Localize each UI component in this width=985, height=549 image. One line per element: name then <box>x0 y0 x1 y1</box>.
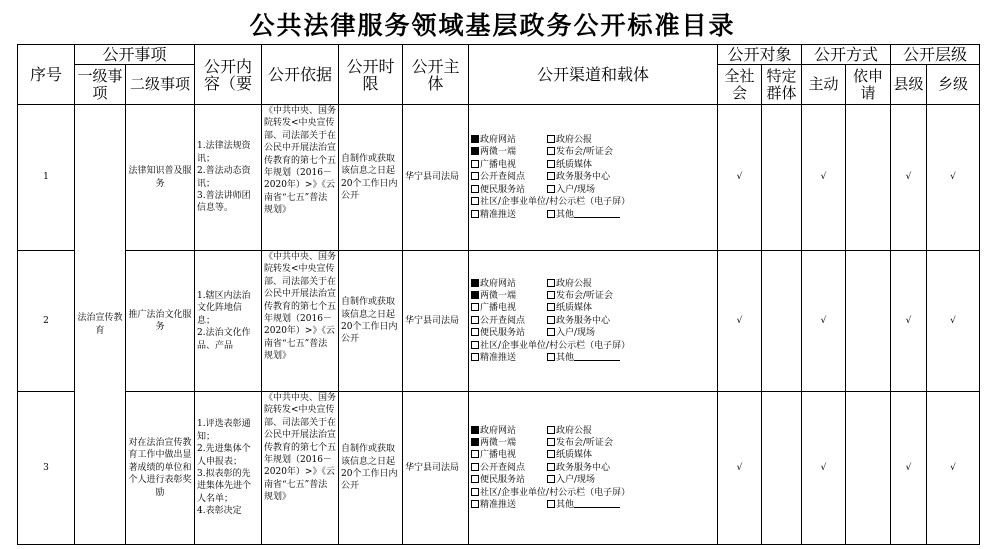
channel-label: 发布会/听证会 <box>556 437 614 448</box>
row-channels <box>469 105 718 251</box>
channel-label: 两微一端 <box>480 290 517 301</box>
channel-option <box>471 340 630 352</box>
checked-box-icon <box>471 279 479 287</box>
channel-option <box>471 302 547 314</box>
channel-label: 其他 <box>556 500 575 511</box>
unchecked-box-icon <box>471 303 479 311</box>
channel-option <box>547 463 610 473</box>
channel-option <box>547 353 620 363</box>
table-row <box>18 105 980 251</box>
unchecked-box-icon <box>547 463 555 471</box>
row-on-request <box>846 105 891 251</box>
row-specific-group <box>762 392 802 545</box>
unchecked-box-icon <box>547 160 555 168</box>
channel-option <box>471 499 547 511</box>
blank-line <box>574 352 620 361</box>
channel-line <box>471 159 715 171</box>
channel-label: 精准推送 <box>480 500 517 511</box>
unchecked-box-icon <box>471 341 479 349</box>
row-township: √ <box>927 105 980 251</box>
unchecked-box-icon <box>547 185 555 193</box>
channel-option <box>471 134 547 146</box>
channel-option <box>547 328 595 338</box>
row-township: √ <box>927 392 980 545</box>
checked-box-icon <box>471 438 479 446</box>
row-active: √ <box>802 392 846 545</box>
channel-label: 政府公报 <box>556 135 593 146</box>
channel-line <box>471 449 715 461</box>
header-basis: 公开依据 <box>262 45 339 105</box>
page-title: 公共法律服务领域基层政务公开标准目录 <box>249 11 736 40</box>
channel-label: 社区/企事业单位/村公示栏（电子屏） <box>480 197 631 208</box>
channel-list <box>471 425 715 512</box>
row-level2: 对在法治宣传教育工作中做出显著成绩的单位和个人进行表彰奖励 <box>126 392 195 545</box>
unchecked-box-icon <box>471 488 479 496</box>
unchecked-box-icon <box>471 500 479 508</box>
header-method: 公开方式 <box>802 45 891 65</box>
channel-option <box>547 500 620 510</box>
channel-label: 其他 <box>556 353 575 364</box>
channel-label: 其他 <box>556 209 575 220</box>
channel-line <box>471 134 715 146</box>
channel-label: 两微一端 <box>480 147 517 158</box>
channel-option <box>547 160 592 170</box>
channel-option <box>471 196 630 208</box>
channel-label: 广播电视 <box>480 450 517 461</box>
header-specific-group: 特定群体 <box>762 65 802 105</box>
channel-label: 广播电视 <box>480 159 517 170</box>
channel-line <box>471 462 715 474</box>
row-specific-group <box>762 251 802 392</box>
header-matters: 公开事项 <box>75 45 195 65</box>
header-tier: 公开层级 <box>891 45 980 65</box>
channel-label: 社区/企事业单位/村公示栏（电子屏） <box>480 487 631 498</box>
channel-label: 发布会/听证会 <box>556 147 614 158</box>
channel-option <box>471 327 547 339</box>
channel-line <box>471 425 715 437</box>
header-content: 公开内容（要 <box>195 45 262 105</box>
checked-box-icon <box>471 291 479 299</box>
row-county: √ <box>891 392 927 545</box>
channel-option <box>471 290 547 302</box>
unchecked-box-icon <box>547 291 555 299</box>
row-township: √ <box>927 251 980 392</box>
channel-option <box>547 210 620 220</box>
unchecked-box-icon <box>471 328 479 336</box>
unchecked-box-icon <box>547 450 555 458</box>
unchecked-box-icon <box>471 172 479 180</box>
unchecked-box-icon <box>547 328 555 336</box>
channel-line <box>471 196 715 208</box>
channel-list <box>471 134 715 221</box>
channel-label: 政务服务中心 <box>556 462 611 473</box>
channel-line <box>471 146 715 158</box>
header-target: 公开对象 <box>718 45 802 65</box>
unchecked-box-icon <box>471 316 479 324</box>
blank-line <box>574 209 620 218</box>
unchecked-box-icon <box>547 147 555 155</box>
header-level1: 一级事项 <box>75 65 126 105</box>
unchecked-box-icon <box>471 463 479 471</box>
table-row <box>18 251 980 392</box>
channel-option <box>471 171 547 183</box>
unchecked-box-icon <box>547 353 555 361</box>
header-subject: 公开主体 <box>403 45 469 105</box>
channel-line <box>471 290 715 302</box>
row-on-request <box>846 251 891 392</box>
header-time: 公开时限 <box>339 45 403 105</box>
channel-label: 纸质媒体 <box>556 303 593 314</box>
channel-line <box>471 171 715 183</box>
channel-option <box>547 135 592 145</box>
row-all-society: √ <box>718 392 762 545</box>
header-on-request: 依申请 <box>846 65 891 105</box>
row-all-society: √ <box>718 251 762 392</box>
channel-option <box>547 172 610 182</box>
row-content: 1.评选表彰通知； 2.先进集体个人申报表； 3.拟表彰的先进集体先进个人名单； 4.表彰决定 <box>195 392 262 545</box>
row-specific-group <box>762 105 802 251</box>
channel-option <box>471 449 547 461</box>
unchecked-box-icon <box>547 303 555 311</box>
channel-option <box>547 438 613 448</box>
header-county: 县级 <box>891 65 927 105</box>
channel-option <box>471 462 547 474</box>
unchecked-box-icon <box>547 475 555 483</box>
unchecked-box-icon <box>471 353 479 361</box>
checked-box-icon <box>471 147 479 155</box>
row-time: 自制作或获取该信息之日起20个工作日内公开 <box>339 105 403 251</box>
unchecked-box-icon <box>547 210 555 218</box>
channel-line <box>471 327 715 339</box>
channel-label: 政府网站 <box>480 135 517 146</box>
channel-label: 入户/现场 <box>556 475 596 486</box>
checked-box-icon <box>471 135 479 143</box>
channel-list <box>471 278 715 365</box>
unchecked-box-icon <box>471 450 479 458</box>
channel-option <box>547 147 613 157</box>
channel-label: 入户/现场 <box>556 328 596 339</box>
channel-label: 政务服务中心 <box>556 315 611 326</box>
row-seq: 2 <box>18 251 75 392</box>
row-all-society: √ <box>718 105 762 251</box>
channel-label: 广播电视 <box>480 303 517 314</box>
channel-option <box>547 303 592 313</box>
row-county: √ <box>891 251 927 392</box>
row-time: 自制作或获取该信息之日起20个工作日内公开 <box>339 392 403 545</box>
unchecked-box-icon <box>547 500 555 508</box>
channel-label: 政府公报 <box>556 278 593 289</box>
row-content: 1.辖区内法治文化阵地信息； 2.法治文化作品、产品 <box>195 251 262 392</box>
unchecked-box-icon <box>547 316 555 324</box>
channel-line <box>471 278 715 290</box>
row-subject: 华宁县司法局 <box>403 392 469 545</box>
header-channel: 公开渠道和载体 <box>469 45 718 105</box>
row-level2: 推广法治文化服务 <box>126 251 195 392</box>
row-channels <box>469 392 718 545</box>
channel-label: 政府网站 <box>480 425 517 436</box>
channel-label: 纸质媒体 <box>556 159 593 170</box>
row-level2: 法律知识普及服务 <box>126 105 195 251</box>
catalog-table <box>17 44 980 545</box>
row-active: √ <box>802 105 846 251</box>
row-basis: 《中共中央、国务院转发<中央宣传部、司法部关于在公民中开展法治宣传教育的第七个五年规划（2016－2020年）>》《云南省“七五”普法规划》 <box>262 251 339 392</box>
channel-option <box>471 352 547 364</box>
channel-option <box>547 279 592 289</box>
channel-option <box>471 437 547 449</box>
blank-line <box>574 499 620 508</box>
row-basis: 《中共中央、国务院转发<中央宣传部、司法部关于在公民中开展法治宣传教育的第七个五年规划（2016－2020年）>》《云南省“七五”普法规划》 <box>262 105 339 251</box>
channel-label: 精准推送 <box>480 353 517 364</box>
unchecked-box-icon <box>547 438 555 446</box>
header-active: 主动 <box>802 65 846 105</box>
channel-label: 政务服务中心 <box>556 172 611 183</box>
channel-line <box>471 352 715 364</box>
unchecked-box-icon <box>547 135 555 143</box>
row-subject: 华宁县司法局 <box>403 251 469 392</box>
unchecked-box-icon <box>547 426 555 434</box>
channel-line <box>471 184 715 196</box>
level1-cell: 法治宣传教育 <box>75 105 126 545</box>
channel-label: 便民服务站 <box>480 184 526 195</box>
channel-label: 精准推送 <box>480 209 517 220</box>
channel-option <box>471 487 630 499</box>
channel-label: 纸质媒体 <box>556 450 593 461</box>
channel-line <box>471 437 715 449</box>
channel-option <box>547 475 595 485</box>
header-level2: 二级事项 <box>126 65 195 105</box>
channel-label: 发布会/听证会 <box>556 290 614 301</box>
unchecked-box-icon <box>471 197 479 205</box>
channel-label: 便民服务站 <box>480 328 526 339</box>
channel-option <box>471 278 547 290</box>
unchecked-box-icon <box>547 279 555 287</box>
unchecked-box-icon <box>471 185 479 193</box>
channel-label: 政府网站 <box>480 278 517 289</box>
row-time: 自制作或获取该信息之日起20个工作日内公开 <box>339 251 403 392</box>
unchecked-box-icon <box>547 172 555 180</box>
row-channels <box>469 251 718 392</box>
channel-line <box>471 315 715 327</box>
header-township: 乡级 <box>927 65 980 105</box>
row-content: 1.法律法规资讯； 2.普法动态资讯； 3.普法讲师团信息等。 <box>195 105 262 251</box>
row-county: √ <box>891 105 927 251</box>
channel-option <box>547 426 592 436</box>
table-row <box>18 392 980 545</box>
channel-label: 便民服务站 <box>480 475 526 486</box>
channel-option <box>547 185 595 195</box>
channel-line <box>471 487 715 499</box>
channel-line <box>471 499 715 511</box>
channel-option <box>547 291 613 301</box>
row-basis: 《中共中央、国务院转发<中央宣传部、司法部关于在公民中开展法治宣传教育的第七个五年规划（2016－2020年）>》《云南省“七五”普法规划》 <box>262 392 339 545</box>
channel-line <box>471 302 715 314</box>
channel-label: 公开查阅点 <box>480 315 526 326</box>
channel-label: 政府公报 <box>556 425 593 436</box>
channel-option <box>471 209 547 221</box>
channel-label: 公开查阅点 <box>480 172 526 183</box>
row-subject: 华宁县司法局 <box>403 105 469 251</box>
channel-option <box>471 159 547 171</box>
channel-label: 入户/现场 <box>556 184 596 195</box>
row-on-request <box>846 392 891 545</box>
channel-label: 社区/企事业单位/村公示栏（电子屏） <box>480 340 631 351</box>
channel-option <box>471 474 547 486</box>
unchecked-box-icon <box>471 475 479 483</box>
row-active: √ <box>802 251 846 392</box>
channel-option <box>471 425 547 437</box>
unchecked-box-icon <box>471 210 479 218</box>
channel-line <box>471 474 715 486</box>
checked-box-icon <box>471 426 479 434</box>
header-seq: 序号 <box>18 45 75 105</box>
channel-line <box>471 209 715 221</box>
row-seq: 1 <box>18 105 75 251</box>
row-seq: 3 <box>18 392 75 545</box>
channel-label: 公开查阅点 <box>480 462 526 473</box>
channel-label: 两微一端 <box>480 437 517 448</box>
header-all-society: 全社会 <box>718 65 762 105</box>
channel-option <box>471 315 547 327</box>
channel-option <box>471 184 547 196</box>
unchecked-box-icon <box>471 160 479 168</box>
channel-option <box>471 146 547 158</box>
channel-line <box>471 340 715 352</box>
channel-option <box>547 316 610 326</box>
channel-option <box>547 450 592 460</box>
